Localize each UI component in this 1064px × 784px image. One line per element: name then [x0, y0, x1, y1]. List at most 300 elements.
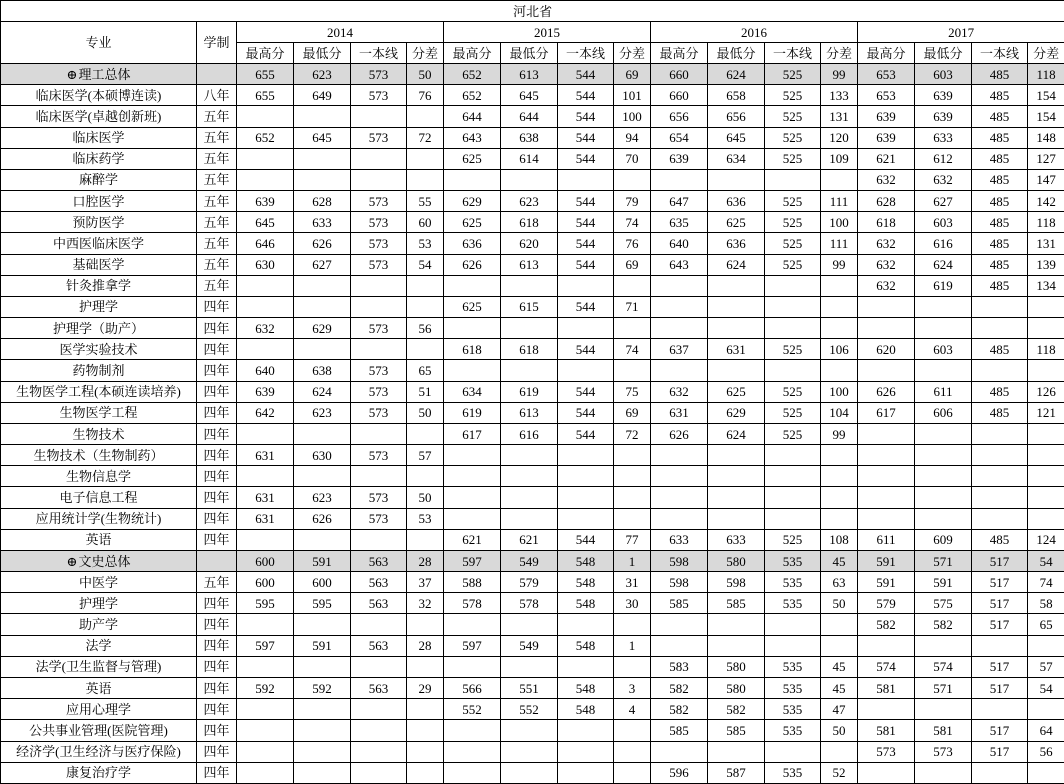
score-cell: 45 — [821, 656, 858, 677]
score-cell: 544 — [558, 212, 614, 233]
score-cell: 74 — [614, 339, 651, 360]
score-cell: 573 — [858, 741, 915, 762]
score-cell — [1028, 466, 1064, 487]
score-cell: 639 — [915, 106, 972, 127]
major-cell — [1, 762, 197, 783]
score-cell — [294, 466, 351, 487]
score-cell: 573 — [351, 381, 407, 402]
score-cell — [294, 720, 351, 741]
score-cell: 639 — [915, 85, 972, 106]
score-cell — [294, 762, 351, 783]
score-cell: 65 — [1028, 614, 1064, 635]
score-cell: 571 — [915, 677, 972, 698]
major-cell — [1, 614, 197, 635]
score-cell — [294, 656, 351, 677]
score-cell — [444, 445, 501, 466]
major-cell — [1, 148, 197, 169]
score-cell — [858, 762, 915, 783]
score-cell: 600 — [294, 572, 351, 593]
score-cell — [351, 296, 407, 317]
score-cell — [558, 720, 614, 741]
score-cell: 64 — [1028, 720, 1064, 741]
score-cell: 631 — [237, 445, 294, 466]
score-cell: 632 — [858, 275, 915, 296]
score-cell: 631 — [708, 339, 765, 360]
score-cell — [407, 762, 444, 783]
score-cell: 603 — [915, 212, 972, 233]
score-cell: 581 — [858, 720, 915, 741]
score-cell: 69 — [614, 64, 651, 85]
score-cell — [294, 296, 351, 317]
table-row — [1, 677, 1064, 698]
score-cell: 609 — [915, 529, 972, 550]
metric-header: 最低分 — [294, 43, 351, 64]
score-cell — [237, 106, 294, 127]
score-cell: 53 — [407, 508, 444, 529]
score-cell: 652 — [444, 64, 501, 85]
score-cell: 617 — [444, 423, 501, 444]
score-cell: 485 — [972, 64, 1028, 85]
score-cell — [708, 487, 765, 508]
score-cell: 111 — [821, 233, 858, 254]
score-cell: 525 — [765, 339, 821, 360]
score-cell: 614 — [501, 148, 558, 169]
table-row — [1, 572, 1064, 593]
score-cell: 580 — [708, 656, 765, 677]
score-cell: 563 — [351, 593, 407, 614]
score-cell — [351, 720, 407, 741]
duration-cell: 四年 — [197, 508, 237, 529]
score-cell: 573 — [351, 445, 407, 466]
duration-cell: 四年 — [197, 593, 237, 614]
score-cell — [821, 360, 858, 381]
score-cell — [915, 466, 972, 487]
major-cell — [1, 445, 197, 466]
duration-cell: 四年 — [197, 296, 237, 317]
score-cell: 629 — [444, 191, 501, 212]
duration-cell: 五年 — [197, 169, 237, 190]
score-cell: 544 — [558, 254, 614, 275]
major-label: 护理学 — [78, 299, 118, 315]
score-cell: 585 — [708, 720, 765, 741]
score-cell: 573 — [351, 402, 407, 423]
score-cell: 544 — [558, 191, 614, 212]
metric-header: 最低分 — [915, 43, 972, 64]
score-cell: 544 — [558, 233, 614, 254]
table-row — [1, 148, 1064, 169]
score-cell: 656 — [651, 106, 708, 127]
major-label: 基础医学 — [72, 257, 125, 273]
score-cell: 592 — [294, 677, 351, 698]
score-cell: 517 — [972, 741, 1028, 762]
score-cell: 652 — [237, 127, 294, 148]
score-cell: 104 — [821, 402, 858, 423]
score-cell: 548 — [558, 572, 614, 593]
score-cell — [1028, 445, 1064, 466]
score-cell: 485 — [972, 127, 1028, 148]
major-label: 麻醉学 — [78, 172, 118, 188]
score-cell — [237, 720, 294, 741]
score-cell — [651, 360, 708, 381]
score-cell — [614, 656, 651, 677]
major-cell — [1, 466, 197, 487]
score-cell: 582 — [651, 677, 708, 698]
score-cell — [614, 762, 651, 783]
score-cell: 618 — [444, 339, 501, 360]
score-cell — [821, 296, 858, 317]
major-cell — [1, 191, 197, 212]
major-label: 临床医学(本硕博连读) — [35, 87, 162, 103]
score-cell — [444, 762, 501, 783]
score-cell: 69 — [614, 402, 651, 423]
score-cell — [1028, 360, 1064, 381]
score-cell: 131 — [1028, 233, 1064, 254]
score-cell: 544 — [558, 296, 614, 317]
table-row — [1, 762, 1064, 783]
score-cell: 640 — [651, 233, 708, 254]
major-cell — [1, 593, 197, 614]
score-cell: 653 — [858, 64, 915, 85]
score-cell: 633 — [915, 127, 972, 148]
duration-cell — [197, 64, 237, 85]
major-label: 生物技术（生物制药） — [33, 447, 164, 463]
score-cell: 598 — [651, 550, 708, 571]
score-cell — [972, 318, 1028, 339]
score-cell: 525 — [765, 381, 821, 402]
duration-cell — [197, 550, 237, 571]
score-cell: 54 — [1028, 550, 1064, 571]
score-cell: 629 — [294, 318, 351, 339]
score-cell — [351, 741, 407, 762]
score-cell — [972, 445, 1028, 466]
score-cell: 618 — [501, 339, 558, 360]
table-row — [1, 296, 1064, 317]
score-cell — [294, 529, 351, 550]
score-cell — [821, 169, 858, 190]
score-cell: 47 — [821, 699, 858, 720]
score-cell — [351, 529, 407, 550]
score-cell: 485 — [972, 191, 1028, 212]
score-cell: 613 — [501, 64, 558, 85]
score-cell: 582 — [708, 699, 765, 720]
score-cell — [972, 360, 1028, 381]
score-cell: 485 — [972, 402, 1028, 423]
score-cell: 606 — [915, 402, 972, 423]
score-cell: 485 — [972, 106, 1028, 127]
score-cell — [1028, 296, 1064, 317]
score-cell: 632 — [858, 233, 915, 254]
score-cell — [351, 762, 407, 783]
score-cell — [972, 466, 1028, 487]
score-cell: 603 — [915, 64, 972, 85]
score-cell: 621 — [858, 148, 915, 169]
score-cell: 578 — [444, 593, 501, 614]
score-cell: 632 — [858, 169, 915, 190]
score-cell: 548 — [558, 550, 614, 571]
score-cell: 598 — [708, 572, 765, 593]
score-cell: 535 — [765, 762, 821, 783]
score-cell: 645 — [708, 127, 765, 148]
score-cell: 573 — [915, 741, 972, 762]
score-cell: 52 — [821, 762, 858, 783]
score-cell: 619 — [501, 381, 558, 402]
score-cell — [821, 466, 858, 487]
score-cell: 644 — [501, 106, 558, 127]
score-cell: 58 — [1028, 593, 1064, 614]
score-cell — [558, 508, 614, 529]
score-cell: 616 — [915, 233, 972, 254]
score-cell: 525 — [765, 85, 821, 106]
score-cell: 100 — [821, 381, 858, 402]
major-label: 法学 — [85, 638, 112, 654]
table-row — [1, 318, 1064, 339]
score-cell — [294, 339, 351, 360]
major-label: 临床医学(卓越创新班) — [35, 108, 162, 124]
score-cell — [651, 445, 708, 466]
score-cell: 544 — [558, 402, 614, 423]
score-cell — [708, 169, 765, 190]
major-cell — [1, 699, 197, 720]
score-cell — [501, 318, 558, 339]
score-cell — [972, 508, 1028, 529]
score-cell — [558, 487, 614, 508]
score-cell: 597 — [237, 635, 294, 656]
major-cell — [1, 550, 197, 571]
score-cell: 517 — [972, 720, 1028, 741]
score-cell: 573 — [351, 191, 407, 212]
score-cell: 597 — [444, 635, 501, 656]
table-row — [1, 699, 1064, 720]
score-cell — [237, 656, 294, 677]
score-cell: 625 — [444, 148, 501, 169]
score-cell: 582 — [915, 614, 972, 635]
duration-cell: 五年 — [197, 275, 237, 296]
score-cell — [858, 445, 915, 466]
score-cell: 631 — [237, 487, 294, 508]
score-cell — [915, 296, 972, 317]
score-cell: 53 — [407, 233, 444, 254]
score-cell: 525 — [765, 127, 821, 148]
table-row — [1, 445, 1064, 466]
table-row — [1, 550, 1064, 571]
score-cell — [915, 487, 972, 508]
score-cell: 549 — [501, 550, 558, 571]
score-cell: 126 — [1028, 381, 1064, 402]
major-label: 公共事业管理(医院管理) — [29, 722, 168, 738]
major-cell — [1, 212, 197, 233]
score-cell: 626 — [651, 423, 708, 444]
table-row — [1, 487, 1064, 508]
score-cell — [614, 720, 651, 741]
major-cell — [1, 529, 197, 550]
score-cell: 591 — [294, 550, 351, 571]
score-cell: 517 — [972, 656, 1028, 677]
table-row — [1, 233, 1064, 254]
score-cell — [351, 699, 407, 720]
score-cell: 600 — [237, 550, 294, 571]
score-cell: 45 — [821, 677, 858, 698]
score-cell: 118 — [1028, 64, 1064, 85]
metric-header: 最高分 — [444, 43, 501, 64]
score-cell: 655 — [237, 64, 294, 85]
score-cell — [294, 275, 351, 296]
score-cell — [651, 318, 708, 339]
score-cell: 544 — [558, 64, 614, 85]
score-cell — [351, 169, 407, 190]
score-cell: 617 — [858, 402, 915, 423]
score-cell: 535 — [765, 593, 821, 614]
table-row — [1, 720, 1064, 741]
metric-header: 最高分 — [651, 43, 708, 64]
score-cell: 74 — [1028, 572, 1064, 593]
score-cell: 139 — [1028, 254, 1064, 275]
table-row — [1, 212, 1064, 233]
score-cell: 485 — [972, 254, 1028, 275]
score-cell — [558, 360, 614, 381]
score-cell: 544 — [558, 381, 614, 402]
expand-group-icon[interactable]: ⊕ — [66, 553, 78, 569]
expand-group-icon[interactable]: ⊕ — [66, 66, 78, 82]
score-cell: 630 — [294, 445, 351, 466]
score-cell: 535 — [765, 550, 821, 571]
year-header-2016: 2016 — [651, 22, 858, 43]
score-cell: 100 — [614, 106, 651, 127]
metric-header: 最低分 — [501, 43, 558, 64]
score-cell: 636 — [708, 233, 765, 254]
score-cell — [972, 635, 1028, 656]
score-cell: 575 — [915, 593, 972, 614]
score-cell — [558, 169, 614, 190]
score-cell — [765, 741, 821, 762]
score-cell: 121 — [1028, 402, 1064, 423]
score-cell — [351, 656, 407, 677]
score-cell — [407, 614, 444, 635]
score-cell — [407, 656, 444, 677]
score-cell — [708, 614, 765, 635]
score-cell: 611 — [915, 381, 972, 402]
score-cell — [351, 339, 407, 360]
score-cell: 625 — [708, 381, 765, 402]
score-cell — [858, 508, 915, 529]
score-cell: 31 — [614, 572, 651, 593]
score-cell: 619 — [915, 275, 972, 296]
duration-cell: 四年 — [197, 423, 237, 444]
score-cell: 525 — [765, 233, 821, 254]
score-cell: 653 — [858, 85, 915, 106]
score-cell: 28 — [407, 550, 444, 571]
score-cell: 618 — [858, 212, 915, 233]
score-cell: 573 — [351, 508, 407, 529]
score-cell: 1 — [614, 635, 651, 656]
score-cell — [444, 318, 501, 339]
table-row — [1, 254, 1064, 275]
score-cell — [237, 529, 294, 550]
score-cell — [407, 296, 444, 317]
score-cell: 625 — [444, 296, 501, 317]
score-cell — [501, 614, 558, 635]
major-cell — [1, 85, 197, 106]
score-cell — [1028, 487, 1064, 508]
score-cell: 633 — [651, 529, 708, 550]
score-cell: 658 — [708, 85, 765, 106]
score-cell — [501, 656, 558, 677]
score-cell: 633 — [708, 529, 765, 550]
score-cell: 79 — [614, 191, 651, 212]
score-cell: 131 — [821, 106, 858, 127]
score-cell: 70 — [614, 148, 651, 169]
major-label: 文史总体 — [78, 553, 131, 569]
score-cell: 535 — [765, 699, 821, 720]
score-cell: 154 — [1028, 85, 1064, 106]
score-cell — [501, 169, 558, 190]
metric-header: 分差 — [614, 43, 651, 64]
score-cell — [501, 741, 558, 762]
score-cell — [821, 741, 858, 762]
score-cell — [1028, 508, 1064, 529]
score-cell — [444, 275, 501, 296]
score-cell: 525 — [765, 106, 821, 127]
table-row — [1, 360, 1064, 381]
score-cell — [708, 445, 765, 466]
score-cell: 579 — [858, 593, 915, 614]
score-cell: 612 — [915, 148, 972, 169]
major-label: 临床医学 — [72, 130, 125, 146]
major-cell — [1, 508, 197, 529]
major-cell — [1, 677, 197, 698]
score-cell: 635 — [651, 212, 708, 233]
score-cell: 563 — [351, 550, 407, 571]
duration-cell: 四年 — [197, 699, 237, 720]
score-cell — [1028, 423, 1064, 444]
score-cell: 551 — [501, 677, 558, 698]
major-label: 中医学 — [78, 574, 118, 590]
major-cell — [1, 741, 197, 762]
score-cell: 142 — [1028, 191, 1064, 212]
score-cell — [651, 169, 708, 190]
score-cell — [915, 635, 972, 656]
table-row — [1, 508, 1064, 529]
score-cell: 563 — [351, 677, 407, 698]
score-cell: 573 — [351, 212, 407, 233]
score-cell: 544 — [558, 339, 614, 360]
major-cell — [1, 360, 197, 381]
year-header-2017: 2017 — [858, 22, 1064, 43]
score-cell: 108 — [821, 529, 858, 550]
metric-header: 一本线 — [972, 43, 1028, 64]
score-cell: 147 — [1028, 169, 1064, 190]
score-cell: 581 — [858, 677, 915, 698]
score-cell: 626 — [858, 381, 915, 402]
metric-header: 分差 — [1028, 43, 1064, 64]
score-cell: 645 — [237, 212, 294, 233]
score-cell: 525 — [765, 254, 821, 275]
score-cell: 660 — [651, 85, 708, 106]
score-cell: 54 — [407, 254, 444, 275]
score-cell — [765, 318, 821, 339]
score-cell — [351, 275, 407, 296]
score-cell: 580 — [708, 550, 765, 571]
duration-cell: 四年 — [197, 635, 237, 656]
score-cell: 585 — [651, 720, 708, 741]
score-cell: 620 — [858, 339, 915, 360]
score-cell — [614, 508, 651, 529]
score-cell: 485 — [972, 381, 1028, 402]
score-cell — [351, 466, 407, 487]
table-row — [1, 275, 1064, 296]
score-cell — [501, 275, 558, 296]
table-row — [1, 169, 1064, 190]
major-label: 生物医学工程 — [59, 405, 138, 421]
